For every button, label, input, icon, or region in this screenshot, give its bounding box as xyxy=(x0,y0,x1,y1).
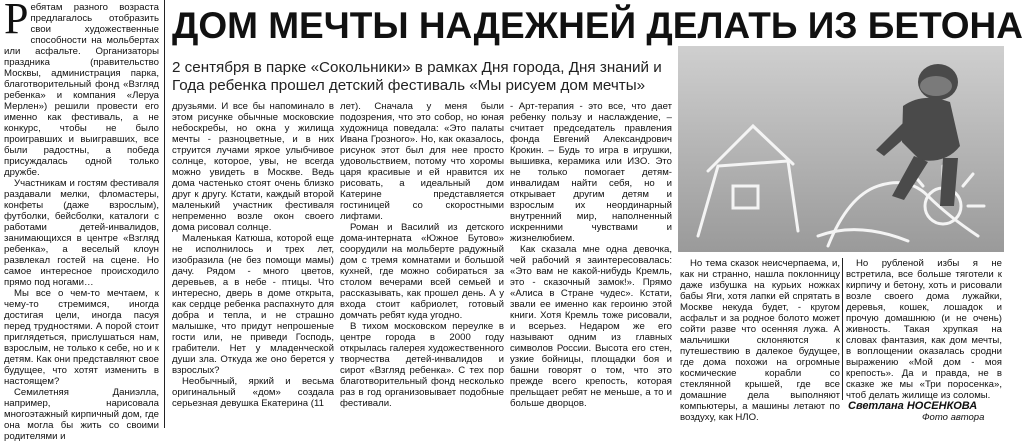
headline: ДОМ МЕЧТЫ НАДЕЖНЕЙ ДЕЛАТЬ ИЗ БЕТОНА xyxy=(172,5,1023,46)
article-column-2 xyxy=(172,101,334,426)
paragraph: В тихом московском переулке в центре города в 2000 году открылась галерея художественного творчества детей-инвалидов и сирот «Взгляд ребенка». С тех пор благотворительный фонд несколько раз в год организовывает подобные фестивали. xyxy=(340,321,504,409)
paragraph: Мы все о чем-то мечтаем, к чему-то стремимся, иногда достигая цели, иногда пасуя перед трудностями. А порой стоит приглядеться, прислушаться нам, взрослым, не только к себе, но и к детям. Как они представляют свое будущее, что хотят изменить в настоящем? xyxy=(4,288,159,387)
paragraph: Как сказала мне одна девочка, чей рабочий я заинтересовалась: «Это вам не какой-нибудь Кремль, это - сказочный замок!». Прямо «Алиса в Стране чудес». Кстати, звали ее именно как героиню этой книги. Хотя Кремль тоже рисовали, и всерьез. Недаром же его называют одним из главных символов России. Высота его стен, узкие бойницы, площадки боя и башни говорят о том, что это прежде всего крепость, которая прельщает ребят не меньше, а то и больше дворцов. xyxy=(510,244,672,409)
article-column-4 xyxy=(510,101,672,426)
paragraph: Роман и Василий из детского дома-интерната «Южное Бутово» соорудили на мольберте радужный дом с тремя комнатами и большой кухней, где можно собираться за столом вечерами всей семьей и рассказывать, как прошел день. А у входа стоит кабриолет, готовый домчать ребят куда угодно. xyxy=(340,222,504,321)
article-column-6 xyxy=(846,258,1002,400)
child-drawing-chalk-photo-icon xyxy=(678,46,1004,252)
author-byline: Светлана НОСЕНКОВА xyxy=(848,400,978,412)
paragraph: друзьями. И все бы напоминало в этом рисунке обычные московские небоскребы, но окна у жилища мечты - разноцветные, и в них струится лучами яркое улыбчивое солнце, которое, увы, не всегда можно увидеть в Москве. Ведь дома частенько стоят очень близко друг к другу. Кстати, каждый второй маленький участник фестиваля непременно возле окон своего дома рисовал солнце. xyxy=(172,101,334,233)
subheadline: 2 сентября в парке «Сокольники» в рамках Дня города, Дня знаний и Года ребенка прошел детский фестиваль «Мы рисуем дом мечты» xyxy=(172,59,662,94)
column-divider xyxy=(164,0,165,428)
drop-cap: Р xyxy=(4,0,29,43)
article-column-1 xyxy=(4,0,159,442)
paragraph: - Арт-терапия - это все, что дает ребенку пользу и наслаждение, – считает председатель правления фонда Евгений Александрович Крокин. – Будь то игра в игрушки, вышивка, керамика или ИЗО. Это не только помогает детям-инвалидам найти себя, но и открывает другим детям и взрослым их неординарный внутренний мир, наполненный искренними чувствами и жизнелюбием. xyxy=(510,101,672,244)
article-column-3 xyxy=(340,101,504,426)
column-divider xyxy=(842,258,843,400)
paragraph: ебятам разного возраста предлагалось отобразить свои художественные способности на мольбертах или асфальте. Организаторы праздника (правительство Москвы, администрация парка, благотворительный фонд «Взгляд ребенка» и компания «Леруа Мерлен») решили провести его именно как фестиваль, а не конкурс, чтобы не было проигравших и выигравших, все были радостны, а победа присуждалась одной только дружбе. xyxy=(4,2,159,178)
paragraph: лет). Сначала у меня были подозрения, что это собор, но юная художница поведала: «Это палаты Ивана Грозного». Но, как оказалось, рисунок этот был для нее просто удовольствием, потому что хоромы царя красивые и ей нравится их рисовать, а идеальный дом Катерине представляется гостиницей со скоростными лифтами. xyxy=(340,101,504,222)
paragraph: Семилетняя Даниэлла, например, нарисовала многоэтажный кирпичный дом, где она могла бы жить со своими родителями и xyxy=(4,387,159,442)
article-photo xyxy=(678,46,1004,252)
paragraph: Участникам и гостям фестиваля раздавали мелки, фломастеры, конфеты (даже взрослым), футболки, бейсболки, каталоги с работами детей-инвалидов, занимающихся в центре «Взгляд ребенка», а веселый клоун развлекал гостей на сцене. Но самое интересное происходило прямо под ногами… xyxy=(4,178,159,288)
paragraph: Необычный, яркий и весьма оригинальный «дом» создала серьезная девушка Екатерина (11 xyxy=(172,376,334,409)
article-column-5 xyxy=(680,258,840,426)
paragraph: Но рубленой избы я не встретила, все больше тяготели к кирпичу и бетону, хоть и рисовали возле своего дома лужайки, деревья, кошек, лошадок и прочую домашнюю (и не очень) живность. Такая хрупкая на словах фантазия, как дом мечты, в воплощении оказалась сродни выражению «Мой дом - моя крепость». Да и правда, не в сказке же мы «Три поросенка», чтоб делать жилище из соломы. xyxy=(846,258,1002,401)
paragraph: Но тема сказок неисчерпаема, и, как ни странно, нашла поклонницу даже избушка на курьих ножках бабы Яги, хотя лапки ей спрятать в Москве некуда будет, - кругом асфальт и за родное болото может сойти разве что осенняя лужа. А мальчишки склоняются к путешествию в далекое будущее, где дома похожи на огромные космические корабли со стеклянной крышей, где все домашние дела выполняют компьютеры, а машины летают по воздуху, как НЛО. xyxy=(680,258,840,423)
photo-credit: Фото автора xyxy=(922,412,985,423)
paragraph: Маленькая Катюша, которой еще не исполнилось и трех лет, изобразила (не без помощи мамы) дачу. Рядом - много цветов, деревьев, а в небе - птицы. Что интересно, дверь в доме открыта, как сердце ребенка распахнуто для добра и тепла, и не страшно малышке, что придут непрошеные гости или, не приведи Господь, грабители. Нет у младенческой души зла. Откуда же оно берется у взрослых? xyxy=(172,233,334,376)
